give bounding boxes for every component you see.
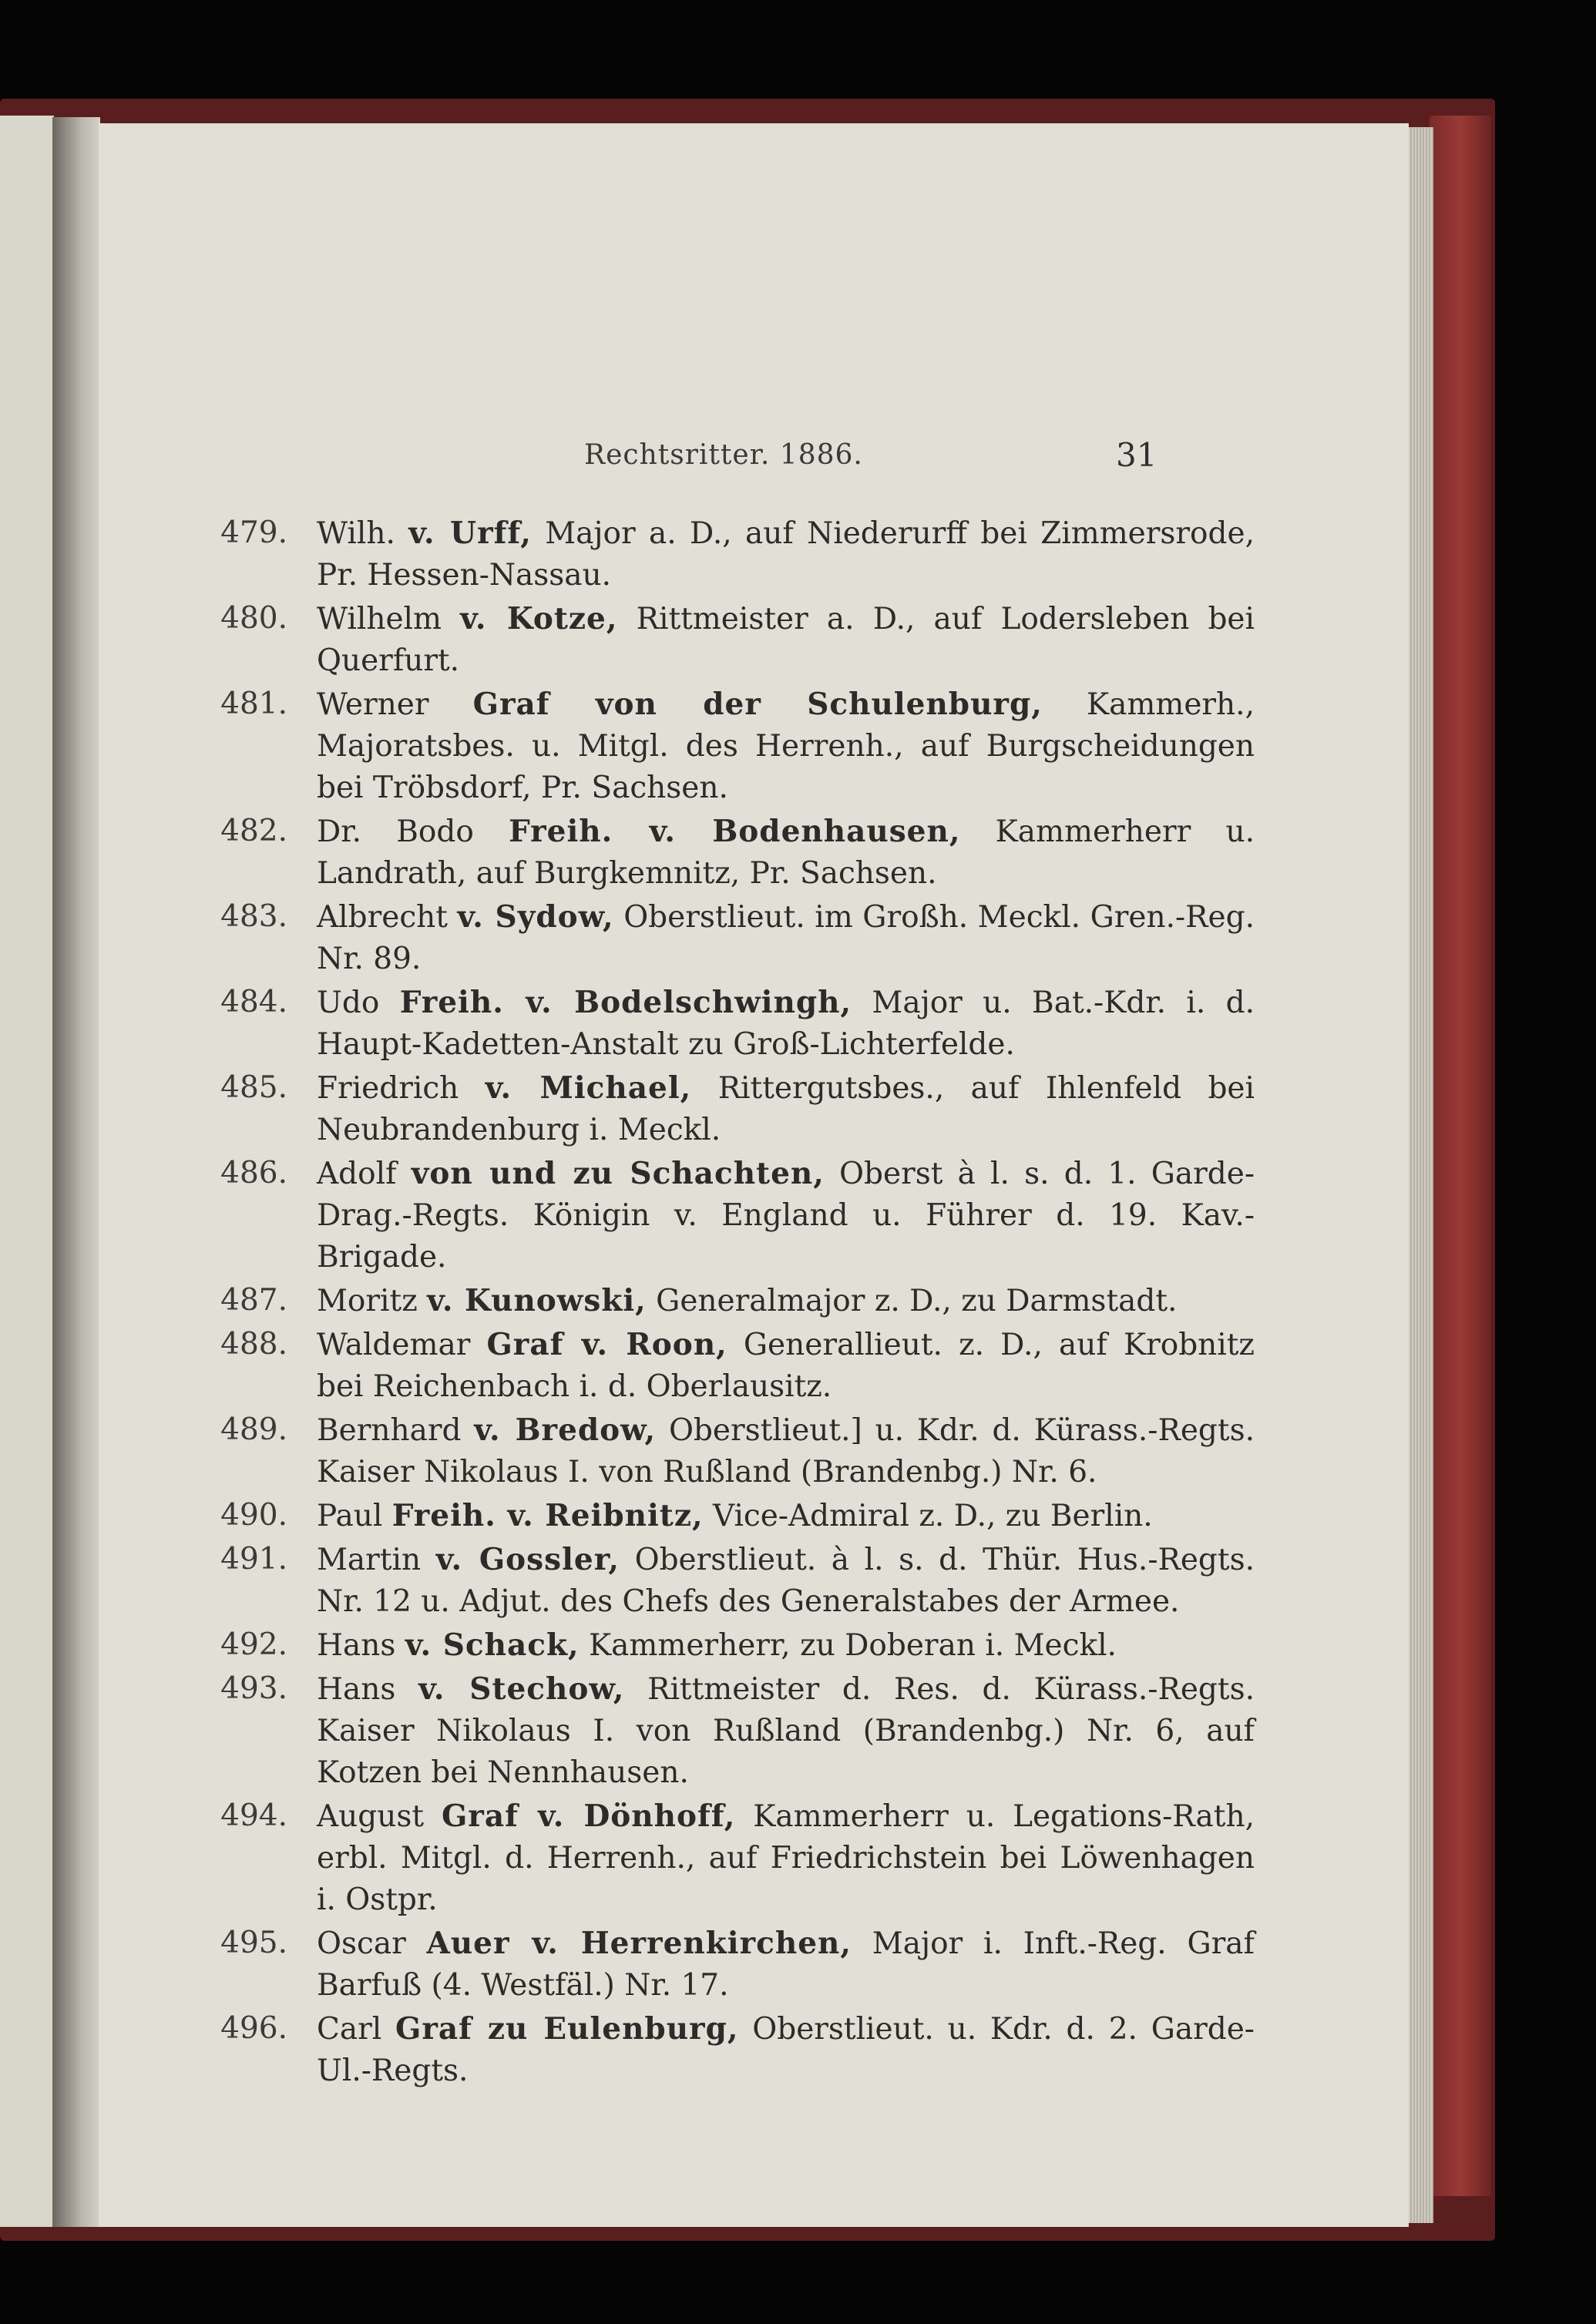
entry-given-name: Martin (317, 1543, 422, 1577)
list-item (210, 1795, 1255, 1921)
entry-family-name: Graf v. Dönhoff, (442, 1798, 736, 1834)
book-gutter (52, 117, 100, 2227)
entry-family-name: v. Kotze, (460, 601, 618, 636)
entry-text (317, 1668, 1255, 1794)
entry-number: 481. (220, 687, 287, 721)
entry-details: Kammerh., Majoratsbes. u. Mitgl. des Herrenh., auf Burgscheidungen bei Tröbsdorf, Pr. Sachsen. (317, 687, 1255, 805)
entry-details: Rittmeister a. D., auf Lodersleben bei Querfurt. (317, 602, 1255, 678)
entry-details: Oberstlieut.] u. Kdr. d. Kürass.-Regts. Kaiser Nikolaus I. von Rußland (Brandenbg.) Nr. 6. (317, 1413, 1255, 1489)
entry-details: Major a. D., auf Niederurff bei Zimmersrode, Pr. Hessen-Nassau. (317, 516, 1255, 593)
entry-details: Kammerherr u. Landrath, auf Burgkemnitz, Pr. Sachsen. (317, 814, 1255, 891)
entry-given-name: Werner (317, 687, 429, 722)
entry-family-name: v. Urff, (408, 516, 532, 551)
page-number: 31 (1116, 436, 1158, 474)
entry-number: 484. (220, 985, 287, 1019)
entry-family-name: Freih. v. Bodenhausen, (509, 814, 961, 849)
entry-number: 482. (220, 814, 287, 848)
list-item (210, 2008, 1255, 2092)
entry-family-name: Graf v. Roon, (486, 1327, 727, 1362)
entry-family-name: v. Michael, (485, 1070, 692, 1106)
entry-details: Generalmajor z. D., zu Darmstadt. (656, 1284, 1178, 1318)
page (99, 123, 1409, 2227)
list-item (210, 1409, 1255, 1493)
list-item (210, 1624, 1255, 1667)
list-item (210, 683, 1255, 809)
entry-given-name: Friedrich (317, 1071, 459, 1106)
entry-family-name: v. Bredow, (474, 1412, 657, 1448)
entry-family-name: v. Sydow, (457, 899, 614, 935)
list-item (210, 1067, 1255, 1151)
list-item (210, 811, 1255, 895)
entry-given-name: August (317, 1799, 425, 1834)
entry-details: Generallieut. z. D., auf Krobnitz bei Reichenbach i. d. Oberlausitz. (317, 1328, 1255, 1404)
entry-given-name: Oscar (317, 1926, 406, 1961)
entry-family-name: v. Stechow, (418, 1671, 625, 1707)
entry-text (317, 896, 1255, 980)
entry-number: 495. (220, 1926, 287, 1960)
list-item (210, 1668, 1255, 1794)
entry-given-name: Moritz (317, 1284, 418, 1318)
entry-family-name: Graf zu Eulenburg, (395, 2011, 739, 2047)
entry-given-name: Wilhelm (317, 602, 442, 636)
entry-list (210, 512, 1255, 2094)
entry-family-name: v. Gossler, (435, 1542, 620, 1577)
running-head: Rechtsritter. 1886. (584, 439, 863, 471)
entry-text (317, 1153, 1255, 1278)
facing-page (0, 116, 54, 2227)
entry-number: 480. (220, 601, 287, 636)
list-item (210, 1923, 1255, 2007)
entry-family-name: Graf von der Schulenburg, (472, 687, 1043, 722)
entry-number: 496. (220, 2011, 287, 2046)
entry-details: Kammerherr, zu Doberan i. Meckl. (589, 1628, 1117, 1663)
entry-details: Oberstlieut. u. Kdr. d. 2. Garde-Ul.-Regts. (317, 2012, 1255, 2088)
entry-text (317, 1324, 1255, 1408)
entry-number: 485. (220, 1070, 287, 1105)
entry-number: 492. (220, 1627, 287, 1662)
entry-text (317, 1067, 1255, 1151)
entry-text (317, 683, 1255, 809)
list-item (210, 1495, 1255, 1537)
entry-number: 479. (220, 516, 287, 550)
entry-number: 483. (220, 899, 287, 934)
entry-family-name: von und zu Schachten, (411, 1156, 825, 1191)
entry-text (317, 1923, 1255, 2007)
entry-given-name: Albrecht (317, 900, 448, 935)
entry-given-name: Bernhard (317, 1413, 462, 1448)
entry-given-name: Udo (317, 986, 380, 1020)
entry-family-name: v. Schack, (405, 1627, 580, 1663)
entry-details: Rittmeister d. Res. d. Kürass.-Regts. Kaiser Nikolaus I. von Rußland (Brandenbg.) Nr. 6, auf Kotzen bei Nennhausen. (317, 1672, 1255, 1790)
entry-number: 487. (220, 1283, 287, 1318)
entry-given-name: Waldemar (317, 1328, 471, 1362)
list-item (210, 1153, 1255, 1278)
list-item (210, 1324, 1255, 1408)
entry-text (317, 1409, 1255, 1493)
entry-details: Oberstlieut. im Großh. Meckl. Gren.-Reg. Nr. 89. (317, 900, 1255, 976)
entry-details: Oberstlieut. à l. s. d. Thür. Hus.-Regts. Nr. 12 u. Adjut. des Chefs des Generalstabes der Armee. (317, 1543, 1255, 1619)
entry-text (317, 1495, 1255, 1537)
list-item (210, 598, 1255, 682)
entry-number: 488. (220, 1327, 287, 1362)
list-item (210, 1280, 1255, 1322)
entry-text (317, 1280, 1255, 1322)
entry-details: Kammerherr u. Legations-Rath, erbl. Mitgl. d. Herrenh., auf Friedrichstein bei Löwenhagen i. Ostpr. (317, 1799, 1255, 1917)
entry-given-name: Wilh. (317, 516, 395, 551)
list-item (210, 512, 1255, 596)
entry-number: 494. (220, 1798, 287, 1833)
entry-text (317, 512, 1255, 596)
list-item (210, 896, 1255, 980)
entry-details: Oberst à l. s. d. 1. Garde-Drag.-Regts. Königin v. England u. Führer d. 19. Kav.-Brigade. (317, 1157, 1255, 1275)
entry-details: Major i. Inft.-Reg. Graf Barfuß (4. Westfäl.) Nr. 17. (317, 1926, 1255, 2003)
entry-given-name: Hans (317, 1672, 396, 1707)
book-cover-edge (1430, 116, 1491, 2196)
entry-text (317, 598, 1255, 682)
entry-text (317, 982, 1255, 1066)
entry-family-name: Freih. v. Bodelschwingh, (399, 985, 852, 1020)
entry-number: 491. (220, 1542, 287, 1577)
entry-family-name: Auer v. Herrenkirchen, (426, 1926, 852, 1961)
entry-text (317, 1624, 1255, 1667)
entry-given-name: Carl (317, 2012, 382, 2047)
entry-family-name: Freih. v. Reibnitz, (391, 1498, 704, 1533)
page-header (99, 436, 1409, 485)
entry-given-name: Dr. Bodo (317, 814, 474, 849)
entry-given-name: Paul (317, 1499, 383, 1533)
list-item (210, 1539, 1255, 1623)
entry-text (317, 1539, 1255, 1623)
entry-details: Major u. Bat.-Kdr. i. d. Haupt-Kadetten-Anstalt zu Groß-Lichterfelde. (317, 986, 1255, 1062)
entry-details: Rittergutsbes., auf Ihlenfeld bei Neubrandenburg i. Meckl. (317, 1071, 1255, 1147)
page-stack-edge (1409, 127, 1433, 2223)
entry-details: Vice-Admiral z. D., zu Berlin. (712, 1499, 1153, 1533)
entry-text (317, 2008, 1255, 2092)
entry-number: 486. (220, 1156, 287, 1191)
entry-number: 489. (220, 1412, 287, 1447)
entry-text (317, 1795, 1255, 1921)
entry-text (317, 811, 1255, 895)
entry-family-name: v. Kunowski, (427, 1283, 647, 1318)
list-item (210, 982, 1255, 1066)
entry-given-name: Hans (317, 1628, 396, 1663)
entry-number: 493. (220, 1671, 287, 1706)
entry-given-name: Adolf (317, 1157, 397, 1191)
entry-number: 490. (220, 1498, 287, 1533)
